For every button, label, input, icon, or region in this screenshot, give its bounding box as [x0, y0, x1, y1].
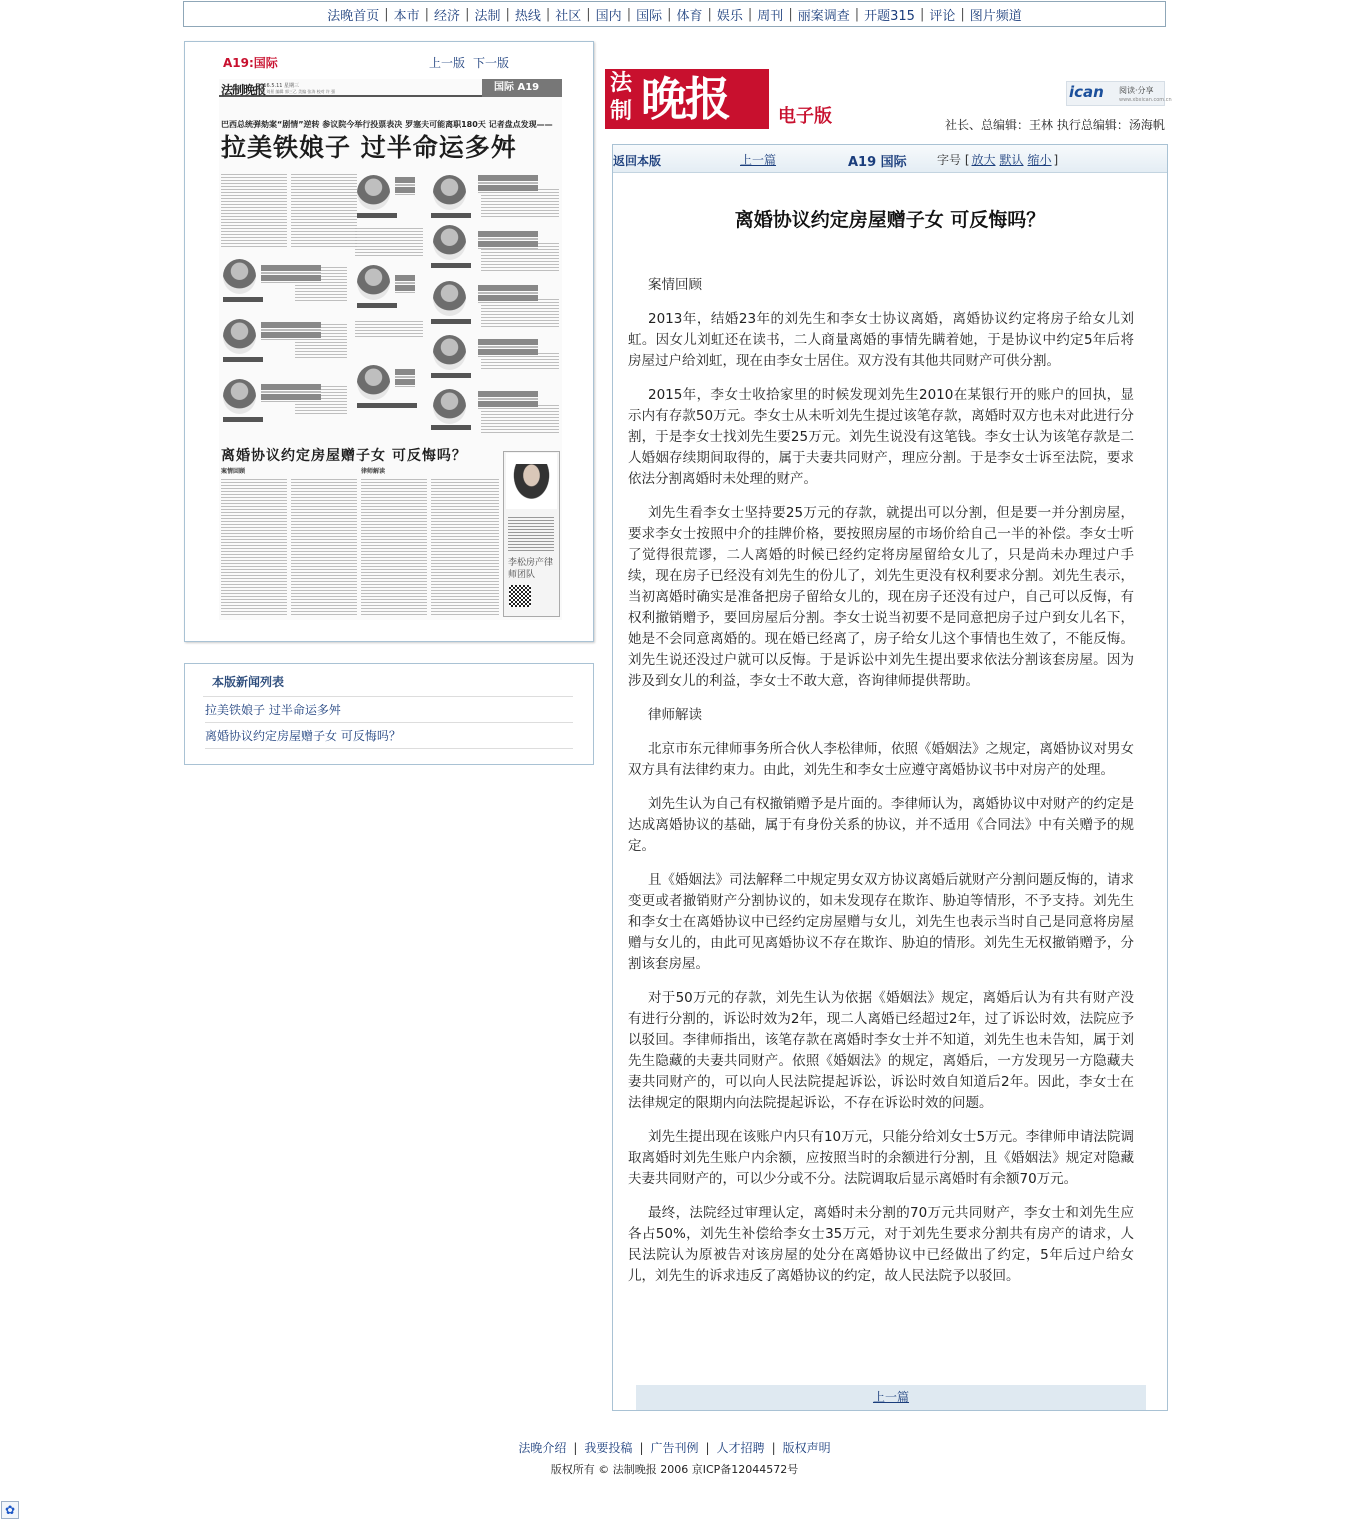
- fazhi-wanbao-logo: [605, 69, 769, 129]
- nav-item[interactable]: 体育: [676, 8, 703, 24]
- newspaper-subhead: 律师解读: [361, 468, 386, 475]
- newspaper-page-image[interactable]: [219, 79, 562, 620]
- logo-char: 法: [610, 71, 633, 96]
- nav-separator: |: [424, 6, 430, 22]
- info-tag: [261, 265, 321, 283]
- article-panel: [612, 144, 1168, 1411]
- news-list-item[interactable]: 离婚协议约定房屋赠子女 可反悔吗？: [205, 723, 573, 749]
- text-column: [431, 477, 499, 615]
- page-label: A19:国际: [223, 56, 278, 70]
- nav-separator: |: [626, 6, 632, 22]
- font-size-control: [937, 151, 1058, 168]
- article-section-heading: 律师解读: [648, 707, 702, 723]
- photo-caption: [357, 213, 397, 218]
- newspaper-masthead: [219, 79, 562, 97]
- portrait-photo: [223, 379, 256, 414]
- photo-caption: [431, 373, 471, 378]
- portrait-photo: [433, 281, 466, 316]
- newspaper-headline-2: 离婚协议约定房屋赠子女 可反悔吗？: [221, 448, 467, 464]
- nav-item[interactable]: 经济: [434, 8, 461, 24]
- article-paragraph: 最终，法院经过审理认定，离婚时未分割的70万元共同财产，李女士和刘先生应各占50%，刘先生补偿给李女士35万元，对于刘先生要求分割共有房产的请求，人民法院认为原被告对该房屋的处分在离婚协议中已经做出了约定，5年后过户给女儿，刘先生的诉求违反了离婚协议的约定，故人民法院予以驳回。: [628, 1205, 1134, 1284]
- footer-separator: |: [771, 1441, 776, 1455]
- editor-credits: 社长、总编辑：王林 执行总编辑：汤海帆: [945, 118, 1165, 132]
- article-paragraph: 2015年，李女士收拾家里的时候发现刘先生2010在某银行开的账户的回执，显示内有存款50万元。李女士从未听刘先生提过该笔存款，离婚时双方也未对此进行分割，于是李女士找刘先生要25万元。刘先生说没有这笔钱。李女士认为该笔存款是二人婚姻存续期间取得的，属于夫妻共同财产，理应分割。于是李女士诉至法院，要求依法分割离婚时未处理的财产。: [628, 387, 1134, 487]
- info-tag: [395, 369, 415, 387]
- nav-item[interactable]: 法制: [474, 8, 501, 24]
- article-section-heading: 案情回顾: [648, 277, 702, 293]
- info-tag: [478, 231, 538, 249]
- nav-separator: |: [788, 6, 793, 22]
- newspaper-logo: 法制晚报: [221, 83, 266, 97]
- photo-caption: [357, 303, 397, 308]
- nav-item[interactable]: 开题315: [864, 8, 915, 24]
- nav-separator: |: [960, 6, 965, 22]
- prev-page-link[interactable]: 上一版: [429, 56, 466, 70]
- nav-separator: |: [384, 6, 389, 22]
- footer-separator: |: [705, 1441, 710, 1455]
- nav-item[interactable]: 社区: [555, 8, 582, 24]
- article-paragraph: 且《婚姻法》司法解释二中规定男女双方协议离婚后就财产分割问题反悔的，请求变更或者撤销财产分割协议的，如未发现存在欺诈、胁迫等情形，不予支持。刘先生和李女士在离婚协议中已经约定房屋赠与女儿，刘先生也表示当时自己是同意将房屋赠与女儿的，由此可见离婚协议不存在欺诈、胁迫的情形。刘先生无权撤销赠予，分割该套房屋。: [628, 872, 1134, 972]
- logo-main: 晚报: [641, 72, 729, 126]
- info-tag: [261, 322, 321, 340]
- portrait-photo: [357, 265, 390, 300]
- portrait-photo: [433, 335, 466, 370]
- photo-caption: [223, 417, 263, 422]
- photo-caption: [431, 263, 471, 268]
- copyright: 版权所有 © 法制晚报 2006 京ICP备12044572号: [550, 1463, 799, 1476]
- info-tag: [395, 177, 415, 195]
- lawyer-team-name: 李松房产律师团队: [508, 558, 554, 580]
- news-list-item[interactable]: 拉美铁娘子 过半命运多舛: [205, 697, 573, 723]
- photo-caption: [431, 425, 471, 430]
- nav-separator: |: [505, 6, 510, 22]
- photo-caption: [431, 319, 471, 324]
- photo-caption: [223, 357, 263, 362]
- newspaper-subhead: 案情回顾: [221, 468, 246, 475]
- portrait-photo: [433, 225, 466, 260]
- nav-item[interactable]: 法晚首页: [327, 8, 380, 24]
- footer-link[interactable]: 我要投稿: [584, 1441, 633, 1455]
- font-default-button[interactable]: 默认: [999, 153, 1024, 167]
- newspaper-date: 2016.5.11 星期三: [257, 83, 300, 89]
- nav-separator: |: [707, 6, 712, 22]
- article-paragraph: 2013年，结婚23年的刘先生和李女士协议离婚，离婚协议约定将房子给女儿刘虹。因女儿刘虹还在读书，二人商量离婚的事情先瞒着她，于是协议中约定5年后将房屋过户给刘虹，现在由李女士居住。双方没有其他共同财产可供分割。: [628, 311, 1134, 369]
- article-title: 离婚协议约定房屋赠子女 可反悔吗？: [734, 209, 1046, 231]
- footer-separator: |: [639, 1441, 644, 1455]
- font-smaller-button[interactable]: 缩小: [1027, 153, 1052, 167]
- portrait-photo: [223, 319, 256, 354]
- ican-url: www.xbxican.com.cn: [1119, 97, 1172, 103]
- news-list-title: 本版新闻列表: [212, 675, 285, 689]
- portrait-photo: [357, 175, 390, 210]
- font-size-bracket: ]: [1053, 153, 1059, 167]
- nav-item[interactable]: 评论: [929, 8, 956, 24]
- info-tag: [478, 339, 538, 357]
- font-size-label: 字号 [: [937, 153, 970, 167]
- next-page-link[interactable]: 下一版: [473, 56, 510, 70]
- ican-badge[interactable]: [1066, 81, 1172, 106]
- ican-slogan: 阅读·分享: [1119, 86, 1154, 95]
- article-body: [628, 275, 1134, 1300]
- newspaper-kicker: 巴西总统弹劾案“剧情”逆转 参议院今举行投票表决 罗塞夫可能离职180天 记者盘点发现——: [221, 120, 553, 129]
- article-paragraph: 北京市东元律师事务所合伙人李松律师，依照《婚姻法》之规定，离婚协议对男女双方具有法律约束力。由此，刘先生和李女士应遵守离婚协议书中对房产的处理。: [628, 741, 1134, 778]
- nav-item[interactable]: 国际: [636, 8, 663, 24]
- text-column: [355, 319, 423, 339]
- nav-item[interactable]: 娱乐: [716, 8, 743, 24]
- portrait-photo: [223, 259, 256, 294]
- footer-link[interactable]: 人才招聘: [716, 1441, 765, 1455]
- baidu-paw-icon[interactable]: ✿: [1, 1501, 19, 1519]
- article-paragraph: 刘先生提出现在该账户内只有10万元，只能分给刘女士5万元。李律师申请法院调取离婚时刘先生账户内余额，应按照当时的余额进行分割，且《婚姻法》规定对隐藏夫妻共同财产的，可以少分或不分。法院调取后显示离婚时有余额70万元。: [628, 1129, 1134, 1187]
- edition-label: 电子版: [778, 106, 832, 127]
- text-column: [221, 477, 287, 615]
- nav-separator: |: [465, 6, 470, 22]
- nav-item[interactable]: 热线: [514, 8, 541, 24]
- footer-link[interactable]: 广告刊例: [650, 1441, 699, 1455]
- photo-caption: [431, 213, 471, 218]
- page-news-list: [184, 663, 594, 765]
- logo-char: 制: [610, 99, 633, 124]
- nav-item[interactable]: 图片频道: [969, 8, 1022, 24]
- footer-separator: |: [573, 1441, 578, 1455]
- article-paragraph: 刘先生认为自己有权撤销赠予是片面的。李律师认为，离婚协议中对财产的约定是达成离婚协议的基础，属于有身份关系的协议，并不适用《合同法》中有关赠予的规定。: [628, 796, 1134, 854]
- footer-link[interactable]: 法晚介绍: [518, 1441, 567, 1455]
- nav-item[interactable]: 本市: [393, 8, 420, 24]
- footer-navigation: [0, 1439, 1349, 1456]
- nav-separator: |: [667, 6, 672, 22]
- text-column: [291, 172, 357, 248]
- top-navigation: [183, 1, 1166, 27]
- nav-item[interactable]: 国内: [595, 8, 622, 24]
- newspaper-headline: 拉美铁娘子 过半命运多舛: [221, 133, 517, 162]
- article-footer-prev-link[interactable]: 上一篇: [636, 1385, 1146, 1410]
- text-column: [221, 172, 287, 248]
- nav-item[interactable]: 周刊: [757, 8, 784, 24]
- photo-caption: [357, 403, 417, 408]
- article-paragraph: 对于50万元的存款，刘先生认为依据《婚姻法》规定，离婚后认为有共有财产没有进行分割的，诉讼时效为2年，现二人离婚已经超过2年，过了诉讼时效，法院应予以驳回。李律师指出，该笔存款在离婚时李女士并不知道，刘先生也未告知，属于刘先生隐藏的夫妻共同财产。依照《婚姻法》的规定，离婚后，一方发现另一方隐藏夫妻共同财产的，可以向人民法院提起诉讼，诉讼时效自知道后2年。因此，李女士在法律规定的限期内向法院提起诉讼，不存在诉讼时效的问题。: [628, 990, 1134, 1111]
- info-tag: [478, 285, 538, 303]
- font-bigger-button[interactable]: 放大: [971, 153, 996, 167]
- lawyer-text: [508, 515, 554, 551]
- text-column: [355, 226, 423, 256]
- nav-separator: |: [747, 6, 753, 22]
- back-to-page-link[interactable]: 返回本版: [613, 154, 662, 168]
- portrait-photo: [433, 175, 466, 210]
- newspaper-editors: 主编 刘景 编辑 郭三乙 美编 张涛 校对 许 强: [257, 89, 336, 94]
- page-name: A19 国际: [848, 155, 907, 170]
- ican-logo: ican: [1069, 83, 1104, 101]
- text-column: [361, 477, 427, 615]
- info-tag: [478, 391, 538, 409]
- nav-separator: |: [545, 6, 551, 22]
- nav-separator: |: [854, 6, 860, 22]
- photo-caption: [223, 297, 263, 302]
- qr-code-icon: [509, 585, 531, 607]
- prev-article-link[interactable]: 上一篇: [740, 153, 777, 167]
- portrait-photo: [433, 389, 466, 424]
- info-tag: [395, 275, 415, 293]
- newspaper-section: 国际 A19: [482, 79, 562, 97]
- nav-item[interactable]: 丽案调查: [797, 8, 850, 24]
- nav-separator: |: [919, 6, 925, 22]
- lawyer-ad-box: [503, 451, 560, 617]
- lawyer-photo: [506, 453, 557, 509]
- article-paragraph: 刘先生看李女士坚持要25万元的存款，就提出可以分割，但是要一并分割房屋，要求李女士按照中介的挂牌价格，要按照房屋的市场价给自己一半的补偿。李女士听了觉得很荒谬，二人离婚的时候已经约定将房屋留给女儿了，只是尚未办理过户手续，现在房子已经没有刘先生的份儿了，刘先生更没有权利要求分割。刘先生表示，当初离婚时确实是准备把房子留给女儿的，现在房子还没有过户，自己可以反悔，有权利撤销赠予，要回房屋后分割。李女士说当初要不是同意把房子过户到女儿名下，她是不会同意离婚的。现在婚已经离了，房子给女儿这个事情也生效了，不能反悔。刘先生说还没过户就可以反悔。于是诉讼中刘先生提出要求依法分割该套房屋。因为涉及到女儿的利益，李女士不敢大意，咨询律师提供帮助。: [628, 505, 1134, 689]
- nav-separator: |: [586, 6, 591, 22]
- info-tag: [478, 175, 538, 193]
- portrait-photo: [357, 365, 390, 400]
- text-column: [291, 477, 357, 615]
- footer-link[interactable]: 版权声明: [782, 1441, 831, 1455]
- info-tag: [261, 384, 321, 402]
- article-toolbar: [613, 145, 1167, 173]
